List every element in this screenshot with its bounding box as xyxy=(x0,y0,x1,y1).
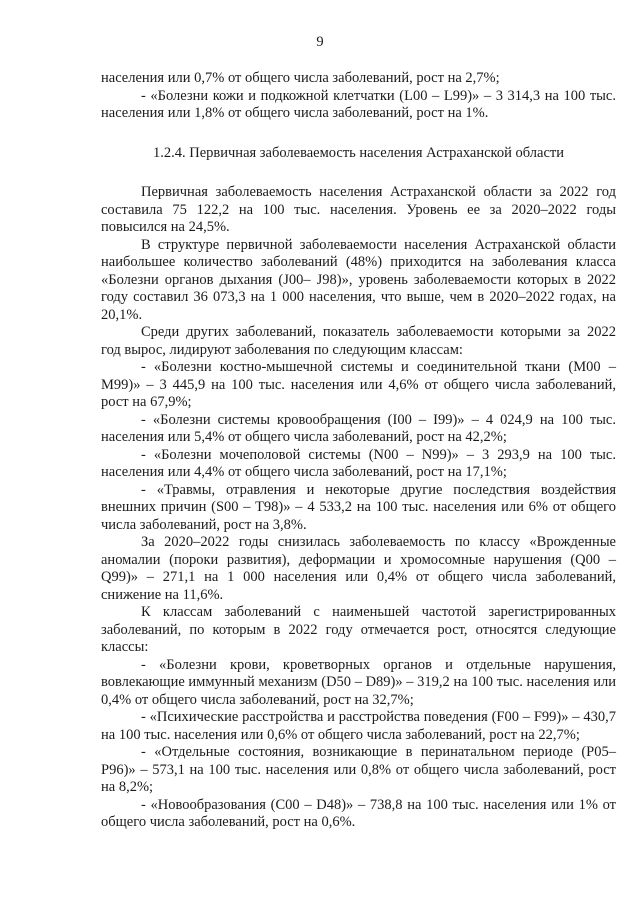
list-item-mental: - «Психические расстройства и расстройства поведения (F00 – F99)» – 430,7 на 100 тыс. населения или 0,6% от общего числа заболеваний, рост на 22,7%; xyxy=(101,709,616,743)
list-item-genitourinary: - «Болезни мочеполовой системы (N00 – N99)» – 3 293,9 на 100 тыс. населения или 4,4% от общего числа заболеваний, рост на 17,1%; xyxy=(101,446,616,480)
paragraph-structure: В структуре первичной заболеваемости населения Астраханской области наибольшее количество заболеваний (48%) приходится на заболевания класса «Болезни органов дыхания (J00– J98)», уровень заболеваемости которых в 2022 году составил 36 073,3 на 1 000 населения, что выше, чем в 2020–2022 годах, на 20,1%. xyxy=(101,236,616,323)
paragraph-continuation: населения или 0,7% от общего числа заболеваний, рост на 2,7%; xyxy=(101,70,500,86)
list-item-perinatal: - «Отдельные состояния, возникающие в перинатальном периоде (P05– P96)» – 573,1 на 100 тыс. населения или 0,8% от общего числа заболеваний, рост на 8,2%; xyxy=(101,744,616,795)
list-item-injuries: - «Травмы, отравления и некоторые другие последствия воздействия внешних причин (S00 – T98)» – 4 533,2 на 100 тыс. населения или 6% от общего числа заболеваний, рост на 3,8%. xyxy=(101,481,616,533)
list-item-circulatory: - «Болезни системы кровообращения (I00 – I99)» – 4 024,9 на 100 тыс. населения или 5,4% от общего числа заболеваний, рост на 42,2%; xyxy=(101,411,616,445)
document-body xyxy=(101,70,616,832)
paragraph-decrease: За 2020–2022 годы снизилась заболеваемость по классу «Врожденные аномалии (пороки развития), деформации и хромосомные нарушения (Q00 – Q99)» – 271,1 на 1 000 населения или 0,4% от общего числа заболеваний, снижение на 11,6%. xyxy=(101,534,616,603)
section-heading: 1.2.4. Первичная заболеваемость населения Астраханской области xyxy=(153,144,564,161)
paragraph-lowest-frequency: К классам заболеваний с наименьшей частотой зарегистрированных заболеваний, по которым в 2022 году отмечается рост, относятся следующие классы: xyxy=(101,604,616,655)
paragraph-growth-intro: Среди других заболеваний, показатель заболеваемости которыми за 2022 год вырос, лидируют заболевания по следующим классам: xyxy=(101,324,616,358)
list-item-neoplasms: - «Новообразования (C00 – D48)» – 738,8 на 100 тыс. населения или 1% от общего числа заболеваний, рост на 0,6%. xyxy=(101,796,616,830)
page-number: 9 xyxy=(316,34,324,50)
list-item-skin-diseases: - «Болезни кожи и подкожной клетчатки (L00 – L99)» – 3 314,3 на 100 тыс. населения или 1,8% от общего числа заболеваний, рост на 1%. xyxy=(101,87,616,121)
paragraph-overview: Первичная заболеваемость населения Астраханской области за 2022 год составила 75 122,2 на 100 тыс. населения. Уровень ее за 2020–2022 годы повысился на 24,5%. xyxy=(101,184,616,235)
list-item-musculoskeletal: - «Болезни костно-мышечной системы и соединительной ткани (M00 – M99)» – 3 445,9 на 100 тыс. населения или 4,6% от общего числа заболеваний, рост на 67,9%; xyxy=(101,359,616,410)
list-item-blood: - «Болезни крови, кроветворных органов и отдельные нарушения, вовлекающие иммунный механизм (D50 – D89)» – 319,2 на 100 тыс. населения или 0,4% от общего числа заболеваний, рост на 32,7%; xyxy=(101,656,616,708)
